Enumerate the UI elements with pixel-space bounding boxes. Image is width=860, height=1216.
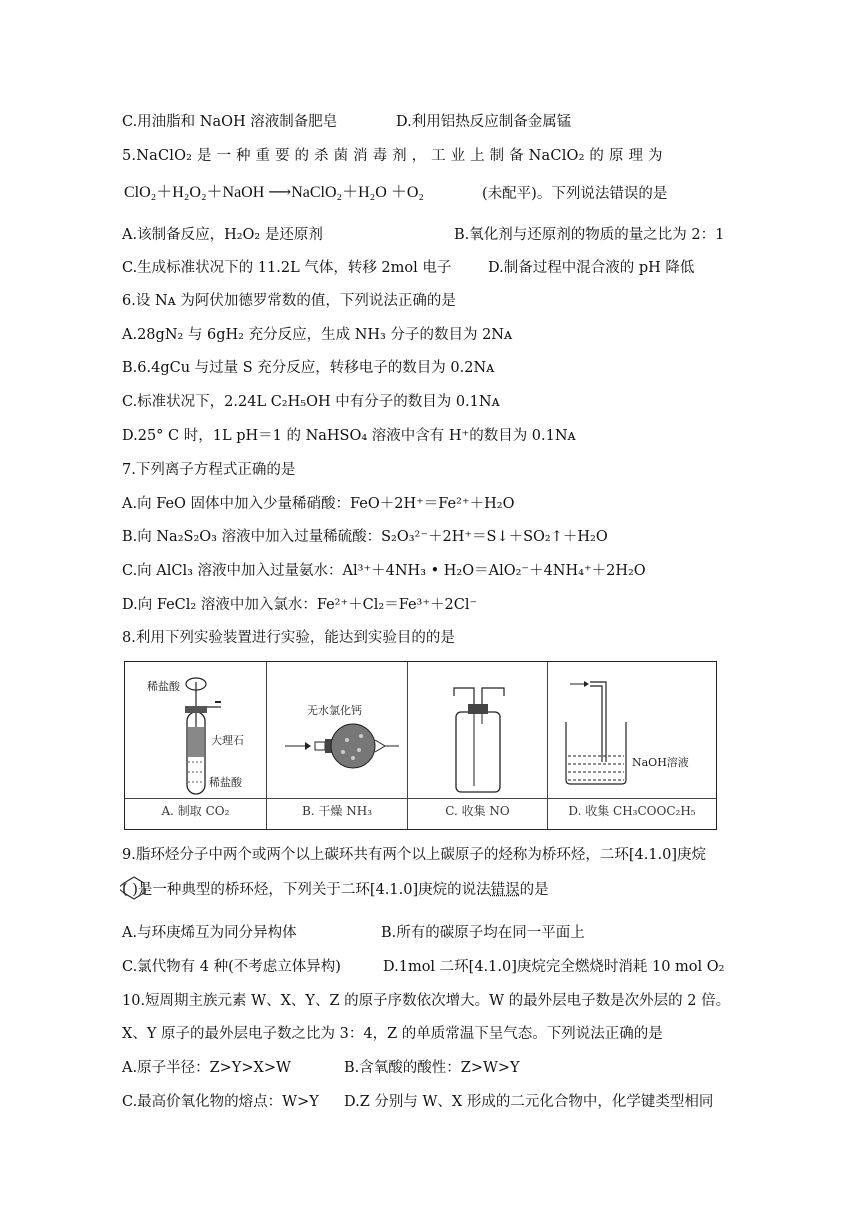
q5-equation-tail: (未配平)。下列说法错误的是: [482, 186, 668, 202]
q10-title: 10.短周期主族元素 W、X、Y、Z 的原子序数依次增大。W 的最外层电子数是次外层的 2 倍。: [122, 993, 731, 1009]
q6-option-c: C.标准状况下，2.24L C₂H₅OH 中有分子的数目为 0.1Nᴀ: [122, 394, 500, 410]
label-a-top: 稀盐酸: [147, 680, 180, 693]
q9-line2-post: 的是: [519, 882, 549, 898]
label-a-mid: 大理石: [211, 734, 244, 747]
q9-line2-pre: ( )是一种典型的桥环烃，下列关于二环[4.1.0]庚烷的说法: [122, 882, 491, 898]
q9-line2: [122, 880, 549, 900]
q7-option-c: C.向 AlCl₃ 溶液中加入过量氨水：Al³⁺＋4NH₃ • H₂O＝AlO₂⁻＋4NH₄⁺＋2H₂O: [122, 563, 646, 579]
q6-title: 6.设 Nᴀ 为阿伏加德罗常数的值，下列说法正确的是: [122, 293, 456, 309]
panel-c: [408, 662, 548, 829]
q10-option-b: B.含氧酸的酸性：Z>W>Y: [344, 1060, 520, 1076]
q6-option-d: D.25° C 时，1L pH＝1 的 NaHSO₄ 溶液中含有 H⁺的数目为 0.1Nᴀ: [122, 428, 576, 444]
panel-a: [125, 662, 267, 829]
q8-title: 8.利用下列实验装置进行实验，能达到实验目的的是: [122, 630, 455, 646]
apparatus-c-icon: [408, 662, 548, 798]
label-d-solution: NaOH溶液: [632, 756, 689, 769]
label-a-bot: 稀盐酸: [209, 776, 242, 789]
q9-option-c: C.氯代物有 4 种(不考虑立体异构): [122, 959, 341, 975]
q10-option-a: A.原子半径：Z>Y>X>W: [122, 1060, 291, 1076]
q5-option-a: A.该制备反应，H₂O₂ 是还原剂: [122, 227, 323, 243]
q10-option-c: C.最高价氧化物的熔点：W>Y: [122, 1094, 319, 1110]
line-q4-c: C.用油脂和 NaOH 溶液制备肥皂: [122, 114, 338, 130]
q5-option-d: D.制备过程中混合液的 pH 降低: [488, 260, 695, 276]
q10-line2: X、Y 原子的最外层电子数之比为 3：4，Z 的单质常温下呈气态。下列说法正确的是: [122, 1026, 663, 1042]
q5-title: 5.NaClO₂ 是 一 种 重 要 的 杀 菌 消 毒 剂 ， 工 业 上 制 备 NaClO₂ 的 原 理 为: [122, 148, 663, 164]
line-q4-d: D.利用铝热反应制备金属锰: [396, 114, 572, 130]
apparatus-d-icon: [548, 662, 716, 798]
q7-option-a: A.向 FeO 固体中加入少量稀硝酸：FeO＋2H⁺＝Fe²⁺＋H₂O: [122, 496, 515, 512]
caption-a: A. 制取 CO₂: [161, 804, 230, 818]
q9-option-a: A.与环庚烯互为同分异构体: [122, 925, 297, 941]
q9-line2-emphasis: 错误: [490, 882, 520, 898]
apparatus-figure: [124, 661, 717, 830]
q7-option-b: B.向 Na₂S₂O₃ 溶液中加入过量稀硫酸：S₂O₃²⁻＋2H⁺＝S↓＋SO₂↑＋H₂O: [122, 529, 608, 545]
caption-c: C. 收集 NO: [445, 804, 510, 818]
q9-option-b: B.所有的碳原子均在同一平面上: [381, 925, 585, 941]
q7-option-d: D.向 FeCl₂ 溶液中加入氯水：Fe²⁺＋Cl₂＝Fe³⁺＋2Cl⁻: [122, 597, 478, 613]
panel-d: [548, 662, 716, 829]
q7-title: 7.下列离子方程式正确的是: [122, 462, 296, 478]
q10-option-d: D.Z 分别与 W、X 形成的二元化合物中，化学键类型相同: [344, 1094, 714, 1110]
q5-equation: ClO₂＋H₂O₂＋NaOH ⟶NaClO₂＋H₂O ＋O₂: [124, 184, 424, 201]
label-b-top: 无水氯化钙: [307, 704, 362, 717]
q9-title: 9.脂环烃分子中两个或两个以上碳环共有两个以上碳原子的烃称为桥环烃，二环[4.1.0]庚烷: [122, 847, 707, 863]
q5-option-c: C.生成标准状况下的 11.2L 气体，转移 2mol 电子: [122, 260, 452, 276]
q6-option-b: B.6.4gCu 与过量 S 充分反应，转移电子的数目为 0.2Nᴀ: [122, 360, 495, 376]
panel-b: [267, 662, 408, 829]
q5-option-b: B.氧化剂与还原剂的物质的量之比为 2：1: [454, 227, 725, 243]
q6-option-a: A.28gN₂ 与 6gH₂ 充分反应，生成 NH₃ 分子的数目为 2Nᴀ: [122, 327, 513, 343]
caption-d: D. 收集 CH₃COOC₂H₅: [568, 804, 696, 818]
apparatus-b-icon: [267, 662, 408, 798]
caption-b: B. 干燥 NH₃: [301, 804, 373, 818]
bicycloheptane-structure-icon: [120, 875, 148, 901]
q9-option-d: D.1mol 二环[4.1.0]庚烷完全燃烧时消耗 10 mol O₂: [383, 959, 725, 975]
